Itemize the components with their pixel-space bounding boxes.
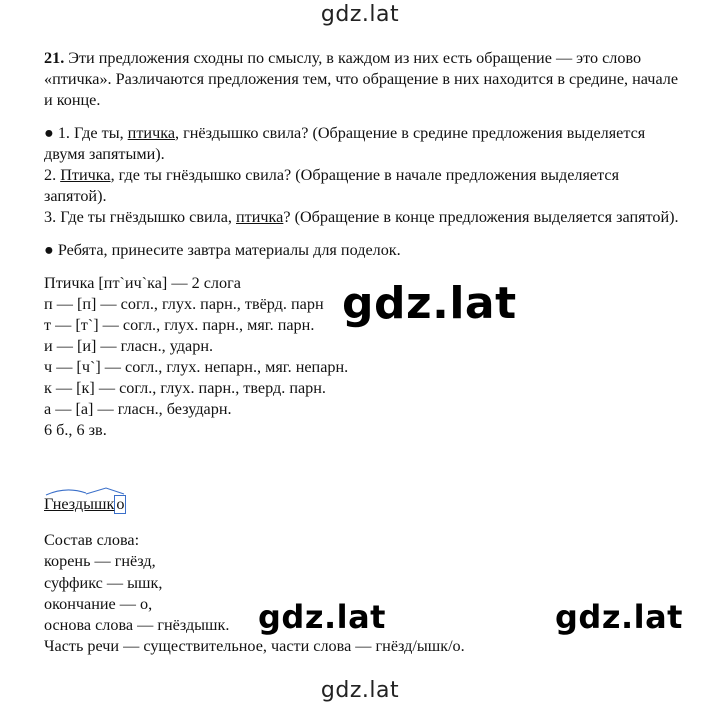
sentence-1-suffix: , гнёздышко свила? (Обращение в средине предложения выделяется двумя запятыми). — [44, 124, 646, 163]
phonetic-line: 6 б., 6 зв. — [44, 421, 107, 439]
sentence-4: ● Ребята, принесите завтра материалы для поделок. — [44, 241, 401, 259]
phonetic-line: и — [и] — гласн., ударн. — [44, 337, 214, 355]
watermark-bottom: gdz.lat — [320, 678, 400, 703]
composition-line: Часть речи — существительное, части слова — гнёзд/ышк/о. — [44, 637, 465, 656]
morpheme-stem-text: Гнездышк — [44, 495, 115, 513]
morpheme-word — [44, 494, 126, 515]
phonetic-line: ч — [ч`] — согл., глух. непарн., мяг. непарн. — [44, 358, 349, 376]
root-arc — [46, 490, 86, 495]
composition-line: окончание — о, — [44, 594, 153, 613]
phonetic-line: к — [к] — согл., глух. парн., тверд. парн. — [44, 379, 326, 397]
watermark-middle-left: gdz.lat — [258, 598, 386, 636]
sentence-3-prefix: 3. Где ты гнёздышко свила, — [44, 208, 236, 226]
solution-text — [44, 48, 684, 441]
sentence-2-address: Птичка — [60, 166, 111, 184]
ending-box: о — [116, 495, 125, 513]
task-intro — [44, 48, 684, 111]
phonetic-line: п — [п] — согл., глух. парн., твёрд. парн — [44, 295, 324, 313]
composition-line: Состав слова: — [44, 531, 140, 549]
suffix-mark — [86, 488, 124, 494]
sentence-1 — [44, 123, 684, 165]
root-suffix-arcs — [44, 486, 126, 496]
word-composition — [44, 530, 465, 658]
phonetic-line: Птичка [пт`ич`ка] — 2 слога — [44, 274, 241, 292]
sentence-3-address: птичка — [236, 208, 284, 226]
watermark-top: gdz.lat — [320, 2, 400, 27]
sentence-2-prefix: 2. — [44, 166, 61, 184]
phonetic-line: т — [т`] — согл., глух. парн., мяг. парн. — [44, 316, 315, 334]
composition-line: основа слова — гнёздышк. — [44, 616, 230, 635]
sentence-1-address: птичка — [127, 124, 176, 142]
watermark-middle-right: gdz.lat — [555, 598, 683, 636]
composition-line: корень — гнёзд, — [44, 552, 156, 571]
phonetic-line: а — [а] — гласн., безударн. — [44, 400, 232, 418]
task-number: 21. — [44, 49, 65, 67]
morpheme-word-stem — [44, 494, 114, 515]
sentence-3-suffix: ? (Обращение в конце предложения выделяется запятой). — [283, 208, 679, 226]
sentence-2 — [44, 165, 684, 207]
sentence-1-prefix: ● 1. Где ты, — [44, 124, 128, 142]
task-intro-text: Эти предложения сходны по смыслу, в каждом из них есть обращение — это слово «птичка». Различаются предложения тем, что обращение в них находится в средине, начале и конце. — [44, 49, 679, 109]
watermark-large: gdz.lat — [342, 278, 517, 329]
sentence-2-suffix: , где ты гнёздышко свила? (Обращение в начале предложения выделяется запятой). — [44, 166, 620, 205]
sentence-3 — [44, 207, 684, 228]
composition-line: суффикс — ышк, — [44, 573, 163, 592]
